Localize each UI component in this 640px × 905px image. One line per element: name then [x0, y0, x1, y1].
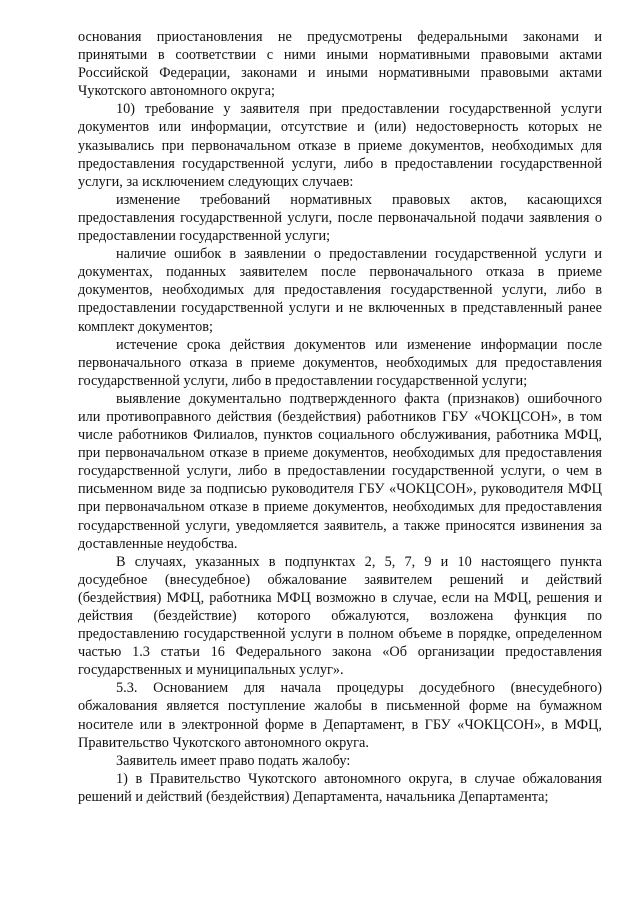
paragraph-cases: В случаях, указанных в подпунктах 2, 5, 7, 9 и 10 настоящего пункта досудебное (внесудебное) обжалование заявителем решений и действий (бездействия) МФЦ, работника МФЦ возможно в случае, если на МФЦ, решения и действия (бездействие) которого обжалуются, возложена функция по предоставлению государственной услуги в полном объеме в порядке, определенном частью 1.3 статьи 16 Федерального закона «Об организации предоставления государственных и муниципальных услуг».	[78, 553, 602, 679]
document-page	[78, 28, 602, 806]
paragraph-exception-2: наличие ошибок в заявлении о предоставлении государственной услуги и документах, поданных заявителем после первоначального отказа в приеме документов, необходимых для предоставления государственной услуги, либо в предоставлении государственной услуги и не включенных в представленный ранее комплект документов;	[78, 246, 602, 335]
paragraph-5-3: 5.3. Основанием для начала процедуры досудебного (внесудебного) обжалования является поступление жалобы в письменной форме на бумажном носителе или в электронной форме в Департамент, в ГБУ «ЧОКЦСОН», в МФЦ, Правительство Чукотского автономного округа.	[78, 680, 602, 751]
paragraph-right-to-complain: Заявитель имеет право подать жалобу:	[116, 752, 351, 769]
paragraph-complaint-item-1: 1) в Правительство Чукотского автономного округа, в случае обжалования решений и действий (бездействия) Департамента, начальника Департамента;	[78, 770, 602, 805]
paragraph-item-10: 10) требование у заявителя при предоставлении государственной услуги документов или информации, отсутствие и (или) недостоверность которых не указывались при первоначальном отказе в приеме документов, необходимых для предоставления государственной услуги, либо в предоставлении государственной услуги, за исключением следующих случаев:	[78, 101, 602, 190]
paragraph-exception-4: выявление документально подтвержденного факта (признаков) ошибочного или противоправного действия (бездействия) работников ГБУ «ЧОКЦСОН», в том числе работников Филиалов, пунктов социального обслуживания, работника МФЦ, при первоначальном отказе в приеме документов, необходимых для предоставления государственной услуги, либо в предоставлении государственной услуги, о чем в письменном виде за подписью руководителя ГБУ «ЧОКЦСОН», руководителя МФЦ при первоначальном отказе в приеме документов, необходимых для предоставления государственной услуги, уведомляется заявитель, а также приносятся извинения за доставленные неудобства.	[78, 390, 602, 552]
paragraph-1: основания приостановления не предусмотрены федеральными законами и принятыми в соответствии с ними иными нормативными правовыми актами Российской Федерации, законами и иными нормативными правовыми актами Чукотского автономного округа;	[78, 29, 602, 100]
paragraph-exception-3: истечение срока действия документов или изменение информации после первоначального отказа в приеме документов, необходимых для предоставления государственной услуги, либо в предоставлении государственной услуги;	[78, 336, 602, 389]
paragraph-exception-1: изменение требований нормативных правовых актов, касающихся предоставления государственной услуги, после первоначальной подачи заявления о предоставлении государственной услуги;	[78, 191, 602, 245]
